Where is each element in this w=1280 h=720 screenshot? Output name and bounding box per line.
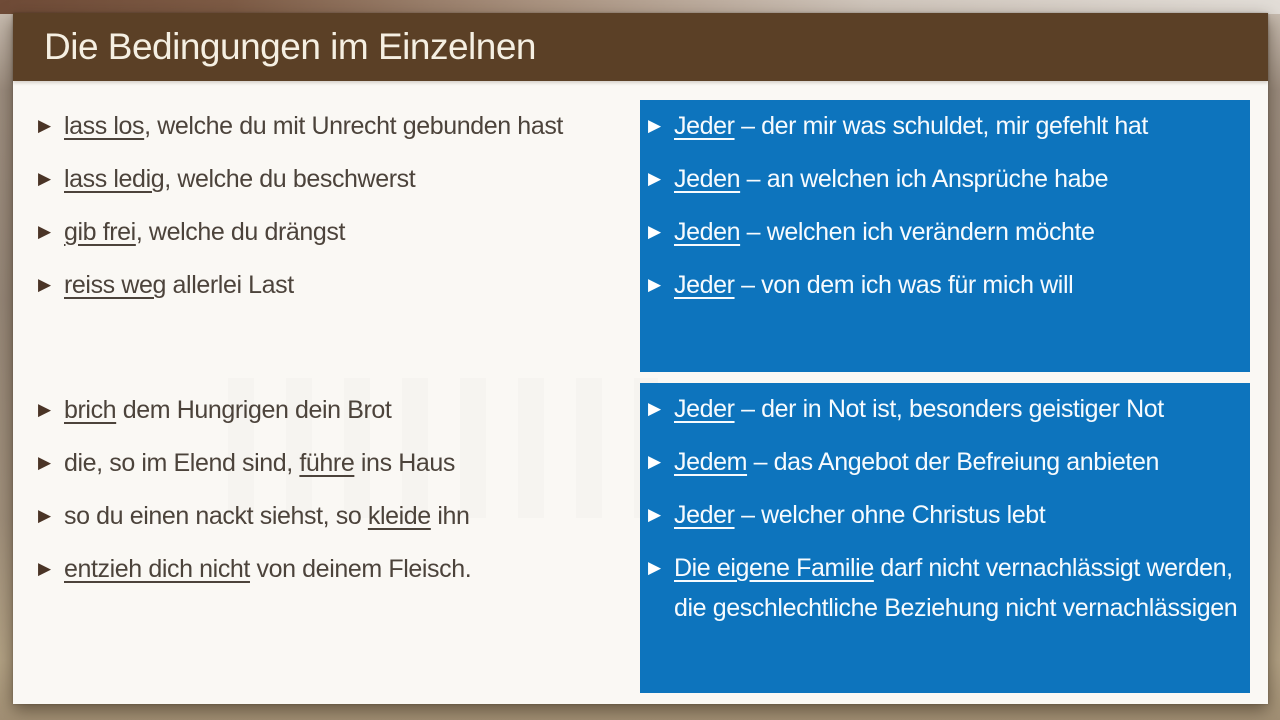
slide bbox=[13, 13, 1268, 704]
item-text-emphasis: Jedem bbox=[674, 448, 748, 476]
triangle-bullet-icon: ▶ bbox=[648, 116, 662, 136]
item-text-emphasis: reiss weg bbox=[64, 271, 166, 299]
item-text-post: ihn bbox=[430, 502, 470, 530]
blue-panel-top bbox=[640, 100, 1250, 372]
item-text-post: von deinem Fleisch. bbox=[249, 555, 472, 583]
item-text-post: ins Haus bbox=[354, 449, 455, 477]
triangle-bullet-icon: ▶ bbox=[38, 453, 52, 473]
item-text-post: , welche du mit Unrecht gebunden hast bbox=[144, 112, 563, 140]
item-text bbox=[64, 159, 415, 199]
item-text bbox=[674, 495, 1045, 535]
item-text bbox=[64, 390, 391, 430]
item-text bbox=[674, 548, 1240, 628]
list-item bbox=[38, 159, 644, 199]
left-bullet-list bbox=[38, 106, 644, 602]
item-text-emphasis: Die eigene Familie bbox=[674, 554, 874, 582]
item-text bbox=[674, 159, 1108, 199]
item-text-emphasis: lass los bbox=[64, 112, 145, 140]
item-text-emphasis: Jeder bbox=[674, 395, 735, 423]
item-text bbox=[674, 265, 1073, 305]
list-item bbox=[648, 265, 1240, 305]
list-item bbox=[648, 212, 1240, 252]
item-text bbox=[64, 443, 455, 483]
list-item bbox=[38, 265, 644, 305]
triangle-bullet-icon: ▶ bbox=[648, 275, 662, 295]
item-text-emphasis: gib frei bbox=[64, 218, 136, 246]
triangle-bullet-icon: ▶ bbox=[648, 399, 662, 419]
item-text-post: – welchen ich verändern möchte bbox=[740, 218, 1095, 246]
list-item bbox=[648, 442, 1240, 482]
item-text-emphasis: kleide bbox=[367, 502, 431, 530]
item-text-emphasis: führe bbox=[299, 449, 355, 477]
triangle-bullet-icon: ▶ bbox=[38, 275, 52, 295]
background-photo-top-strip bbox=[0, 0, 1280, 14]
item-text bbox=[64, 549, 471, 589]
triangle-bullet-icon: ▶ bbox=[38, 400, 52, 420]
item-text bbox=[674, 442, 1159, 482]
slide-title: Die Bedingungen im Einzelnen bbox=[44, 26, 537, 67]
item-text-post: , welche du beschwerst bbox=[164, 165, 416, 193]
item-text-post: – der mir was schuldet, mir gefehlt hat bbox=[734, 112, 1148, 140]
triangle-bullet-icon: ▶ bbox=[648, 169, 662, 189]
item-text-post: – welcher ohne Christus lebt bbox=[734, 501, 1046, 529]
blue-panel-bottom bbox=[640, 383, 1250, 693]
list-item bbox=[38, 549, 644, 589]
list-item bbox=[38, 443, 644, 483]
list-item bbox=[38, 390, 644, 430]
item-text bbox=[674, 389, 1164, 429]
left-list-group-2 bbox=[38, 390, 644, 589]
list-item bbox=[38, 496, 644, 536]
item-text-emphasis: Jeder bbox=[674, 112, 735, 140]
item-text-emphasis: entzieh dich nicht bbox=[64, 555, 250, 583]
item-text-pre: so du einen nackt siehst, so bbox=[64, 502, 368, 530]
triangle-bullet-icon: ▶ bbox=[38, 169, 52, 189]
item-text-emphasis: Jeden bbox=[674, 165, 741, 193]
item-text bbox=[64, 265, 294, 305]
item-text-post: – das Angebot der Befreiung anbieten bbox=[747, 448, 1159, 476]
list-item bbox=[38, 212, 644, 252]
item-text-post: darf nicht vernachlässigt werden, die geschlechtliche Beziehung nicht vernachlässigen bbox=[674, 554, 1238, 622]
triangle-bullet-icon: ▶ bbox=[38, 222, 52, 242]
list-item bbox=[648, 495, 1240, 535]
item-text-post: dem Hungrigen dein Brot bbox=[116, 396, 392, 424]
item-text-post: , welche du drängst bbox=[135, 218, 346, 246]
triangle-bullet-icon: ▶ bbox=[38, 506, 52, 526]
left-list-group-1 bbox=[38, 106, 644, 305]
triangle-bullet-icon: ▶ bbox=[38, 559, 52, 579]
triangle-bullet-icon: ▶ bbox=[648, 452, 662, 472]
list-item bbox=[648, 159, 1240, 199]
item-text bbox=[64, 496, 470, 536]
item-text bbox=[64, 212, 345, 252]
list-item bbox=[648, 548, 1240, 628]
triangle-bullet-icon: ▶ bbox=[648, 222, 662, 242]
item-text-post: – an welchen ich Ansprüche habe bbox=[740, 165, 1109, 193]
item-text-pre: die, so im Elend sind, bbox=[64, 449, 300, 477]
item-text-post: – von dem ich was für mich will bbox=[734, 271, 1074, 299]
item-text-emphasis: Jeder bbox=[674, 501, 735, 529]
slide-header-bar bbox=[13, 13, 1268, 81]
list-item bbox=[648, 106, 1240, 146]
item-text-emphasis: lass ledig bbox=[64, 165, 165, 193]
item-text bbox=[64, 106, 563, 146]
item-text-emphasis: Jeden bbox=[674, 218, 741, 246]
item-text bbox=[674, 212, 1095, 252]
item-text bbox=[674, 106, 1148, 146]
triangle-bullet-icon: ▶ bbox=[648, 558, 662, 578]
list-item bbox=[38, 106, 644, 146]
item-text-post: allerlei Last bbox=[166, 271, 294, 299]
triangle-bullet-icon: ▶ bbox=[38, 116, 52, 136]
item-text-emphasis: brich bbox=[64, 396, 117, 424]
list-item bbox=[648, 389, 1240, 429]
triangle-bullet-icon: ▶ bbox=[648, 505, 662, 525]
item-text-emphasis: Jeder bbox=[674, 271, 735, 299]
item-text-post: – der in Not ist, besonders geistiger Not bbox=[734, 395, 1164, 423]
